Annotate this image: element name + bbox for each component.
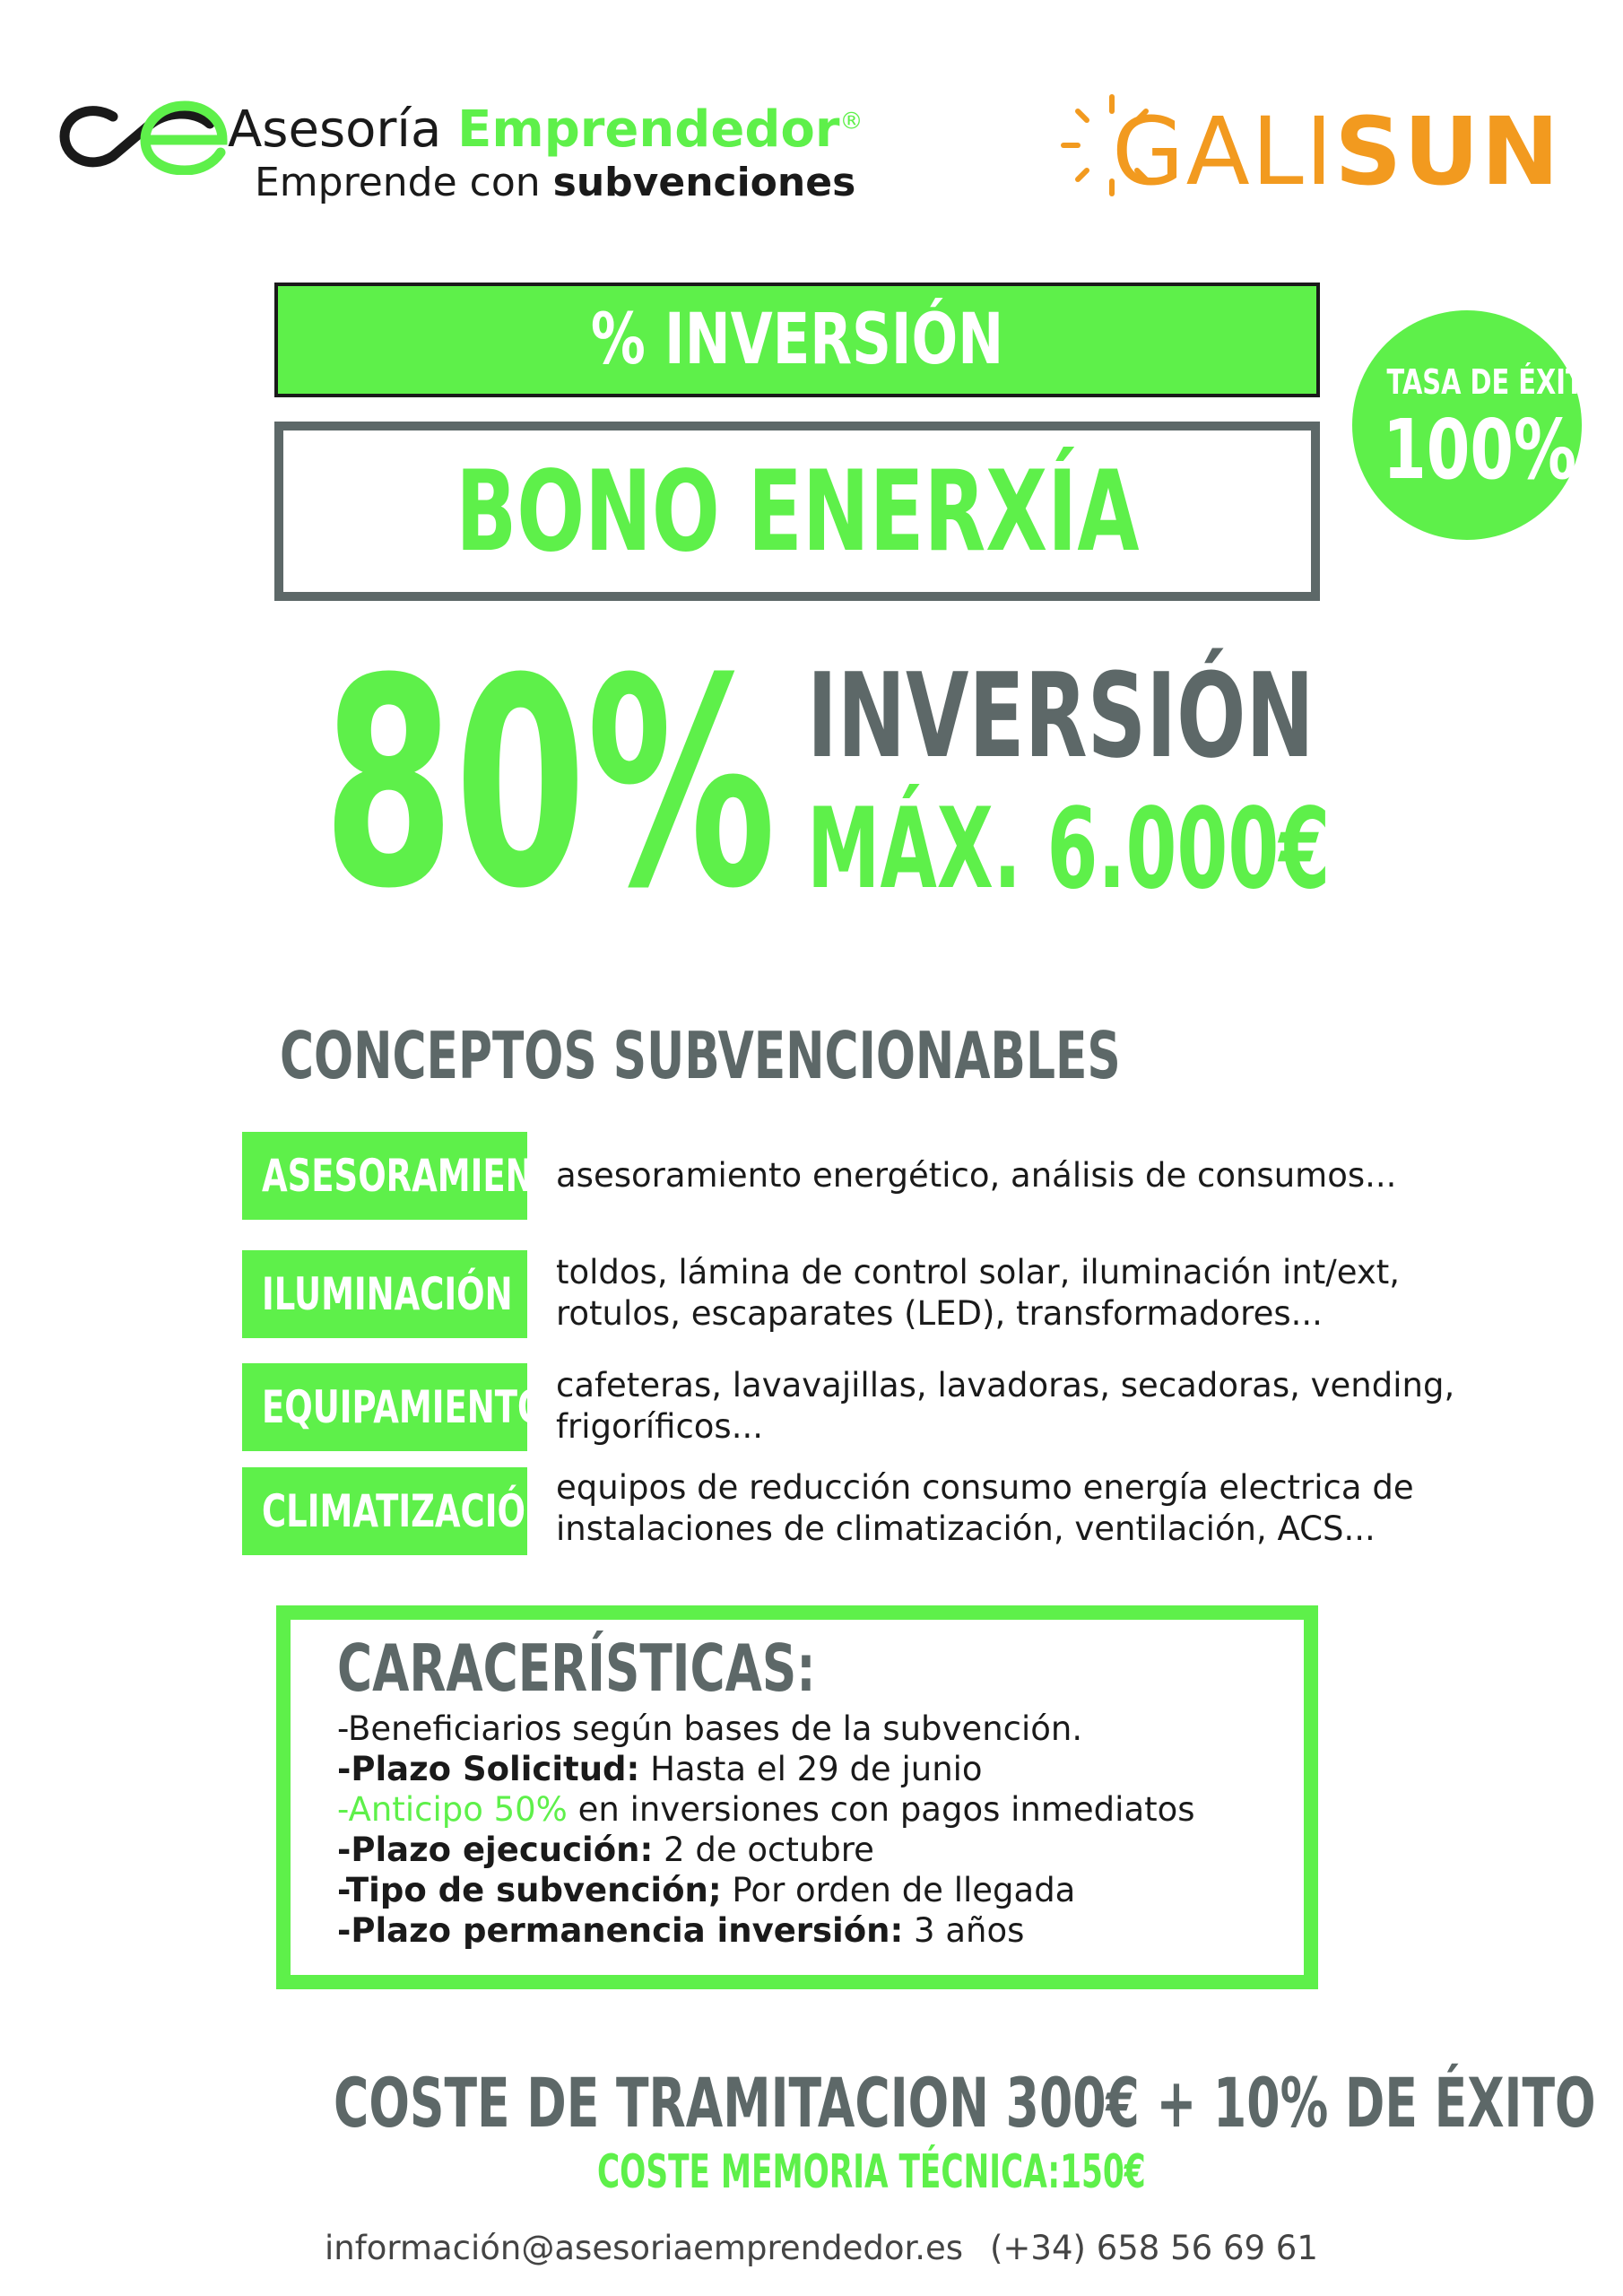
headline-percent: 80% <box>323 618 777 952</box>
concept-label: ASESORAMIENTO <box>242 1132 527 1220</box>
asesoria-emprendedor-logo <box>59 90 956 215</box>
galisun-logo <box>1058 90 1560 206</box>
brand-name-first: Asesoría <box>228 100 442 159</box>
investment-banner <box>274 283 1320 397</box>
tagline-first: Emprende con <box>255 160 541 205</box>
feature-item: -Beneficiarios según bases de la subvención. <box>337 1709 1083 1748</box>
program-title: BONO ENERXÍA <box>455 448 1140 577</box>
concept-description: toldos, lámina de control solar, iluminación int/ext, rotulos, escaparates (LED), transformadores... <box>556 1253 1401 1333</box>
brand-tagline <box>255 160 855 205</box>
feature-item: -Plazo ejecución: 2 de octubre <box>337 1831 874 1869</box>
headline-investment: INVERSIÓN <box>807 648 1315 784</box>
success-rate-badge <box>1352 310 1606 540</box>
technical-report-cost: COSTE MEMORIA TÉCNICA:150€ <box>597 2145 1146 2199</box>
concept-description: cafeteras, lavavajillas, lavadoras, secadoras, vending, frigoríficos... <box>556 1366 1455 1446</box>
headline-max-amount: MÁX. 6.000€ <box>807 785 1331 914</box>
success-rate-label: TASA DE ÉXITO <box>1386 362 1606 402</box>
concept-label: CLIMATIZACIÓN <box>242 1467 527 1555</box>
registered-mark: ® <box>839 108 864 135</box>
contact-email[interactable]: información@asesoriaemprendedor.es <box>325 2229 964 2267</box>
features-title: CARACERÍSTICAS: <box>337 1631 816 1706</box>
tagline-second: subvenciones <box>552 160 856 205</box>
feature-item: -Anticipo 50% en inversiones con pagos inmediatos <box>337 1790 1195 1829</box>
feature-item: -Plazo permanencia inversión: 3 años <box>337 1911 1025 1950</box>
feature-item: -Tipo de subvención; Por orden de llegada <box>337 1871 1076 1909</box>
features-list <box>337 1709 1195 1951</box>
brand-name-second: Emprendedor <box>457 100 840 159</box>
feature-item: -Plazo Solicitud: Hasta el 29 de junio <box>337 1750 983 1788</box>
concepts-title: CONCEPTOS SUBVENCIONABLES <box>280 1018 1121 1093</box>
processing-cost: COSTE DE TRAMITACION 300€ + 10% DE ÉXITO <box>334 2063 1596 2143</box>
galisun-word-first: GALI <box>1112 97 1335 206</box>
brand-name <box>228 100 864 159</box>
investment-banner-text: % INVERSIÓN <box>590 300 1004 380</box>
concept-description: asesoramiento energético, análisis de consumos... <box>556 1156 1397 1195</box>
program-title-box <box>274 422 1320 601</box>
galisun-word-second: SUN <box>1334 97 1561 206</box>
success-rate-value: 100% <box>1383 402 1577 498</box>
ae-logo-mark-icon <box>59 99 230 175</box>
concept-description: equipos de reducción consumo energía electrica de instalaciones de climatización, ventilación, ACS... <box>556 1468 1414 1548</box>
concept-label: EQUIPAMIENTO <box>242 1363 527 1451</box>
galisun-wordmark <box>1112 97 1561 206</box>
concept-label: ILUMINACIÓN <box>242 1250 527 1338</box>
contact-phone[interactable]: (+34) 658 56 69 61 <box>990 2229 1318 2267</box>
